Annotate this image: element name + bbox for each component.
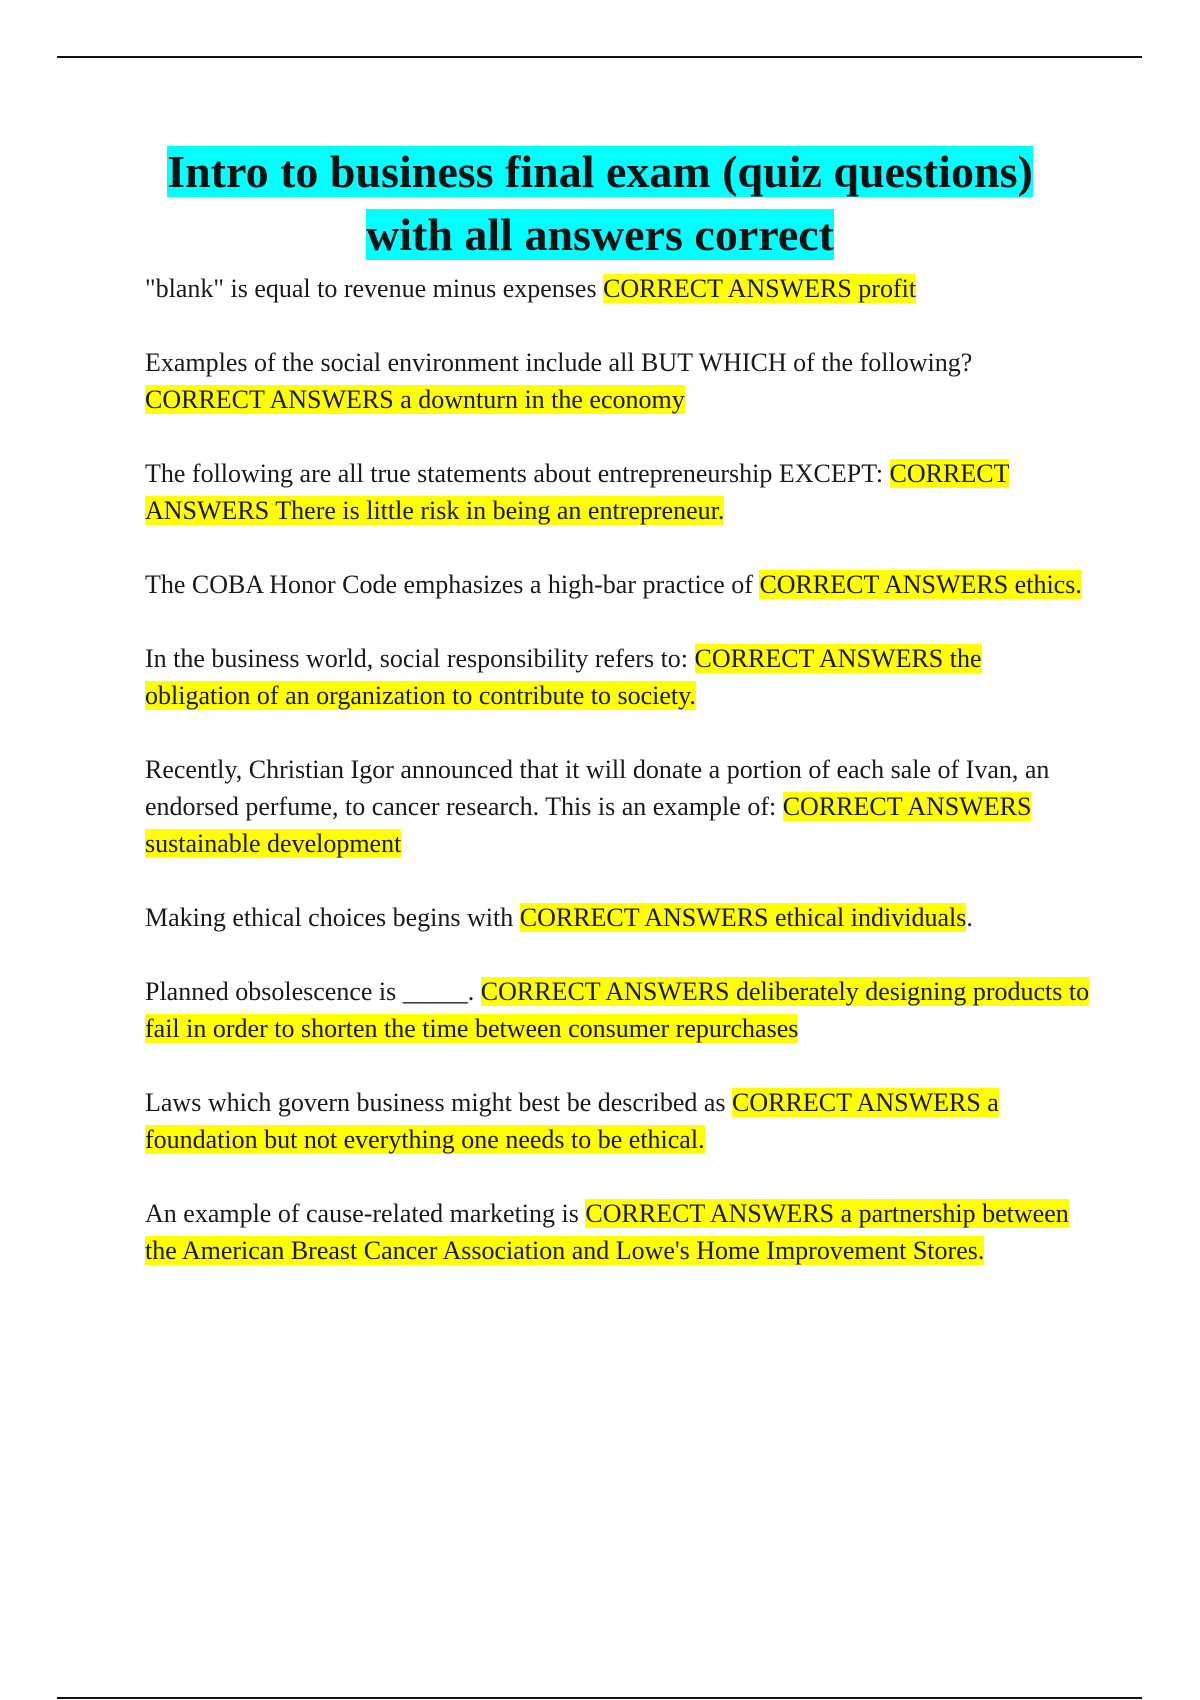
qa-item xyxy=(145,455,1090,529)
answer-text: CORRECT ANSWERS ethics. xyxy=(759,570,1082,599)
qa-item xyxy=(145,270,1090,307)
question-text: Recently, Christian Igor announced that it will donate a portion of each sale of Ivan, an endorsed perfume, to cancer research. This is an example of: xyxy=(145,755,1050,821)
question-text: "blank" is equal to revenue minus expenses xyxy=(145,274,604,303)
qa-item xyxy=(145,640,1090,714)
question-text: The following are all true statements about entrepreneurship EXCEPT: xyxy=(145,459,890,488)
question-text: The COBA Honor Code emphasizes a high-bar practice of xyxy=(145,570,760,599)
question-text: Planned obsolescence is _____. xyxy=(145,977,481,1006)
bottom-rule xyxy=(57,1697,1142,1699)
answer-text: CORRECT ANSWERS the obligation of an organization to contribute to society. xyxy=(145,644,982,710)
answer-text: CORRECT ANSWERS sustainable development xyxy=(145,792,1032,858)
qa-item xyxy=(145,566,1090,603)
question-text: Examples of the social environment include all BUT WHICH of the following? xyxy=(145,348,973,377)
question-text: Laws which govern business might best be described as xyxy=(145,1088,733,1117)
question-text: Making ethical choices begins with xyxy=(145,903,520,932)
qa-list xyxy=(145,270,1090,1306)
qa-item xyxy=(145,1084,1090,1158)
qa-item xyxy=(145,344,1090,418)
answer-text: CORRECT ANSWERS ethical individuals xyxy=(519,903,967,932)
qa-item xyxy=(145,899,1090,936)
answer-text: CORRECT ANSWERS There is little risk in being an entrepreneur. xyxy=(145,459,1010,525)
document-title xyxy=(80,140,1120,266)
title-line-2: with all answers correct xyxy=(366,209,834,260)
qa-item xyxy=(145,751,1090,862)
question-text: In the business world, social responsibility refers to: xyxy=(145,644,695,673)
qa-item xyxy=(145,1195,1090,1269)
answer-text: CORRECT ANSWERS deliberately designing products to fail in order to shorten the time between consumer repurchases xyxy=(145,977,1090,1043)
title-line-1: Intro to business final exam (quiz questions) xyxy=(167,146,1033,197)
answer-text: CORRECT ANSWERS a partnership between the American Breast Cancer Association and Lowe's Home Improvement Stores. xyxy=(145,1199,1069,1265)
answer-text: CORRECT ANSWERS a foundation but not everything one needs to be ethical. xyxy=(145,1088,999,1154)
answer-trailing: . xyxy=(966,903,973,932)
answer-text: CORRECT ANSWERS a downturn in the economy xyxy=(145,385,685,414)
top-rule xyxy=(57,56,1142,58)
answer-text: CORRECT ANSWERS profit xyxy=(603,274,917,303)
qa-item xyxy=(145,973,1090,1047)
question-text: An example of cause-related marketing is xyxy=(145,1199,586,1228)
